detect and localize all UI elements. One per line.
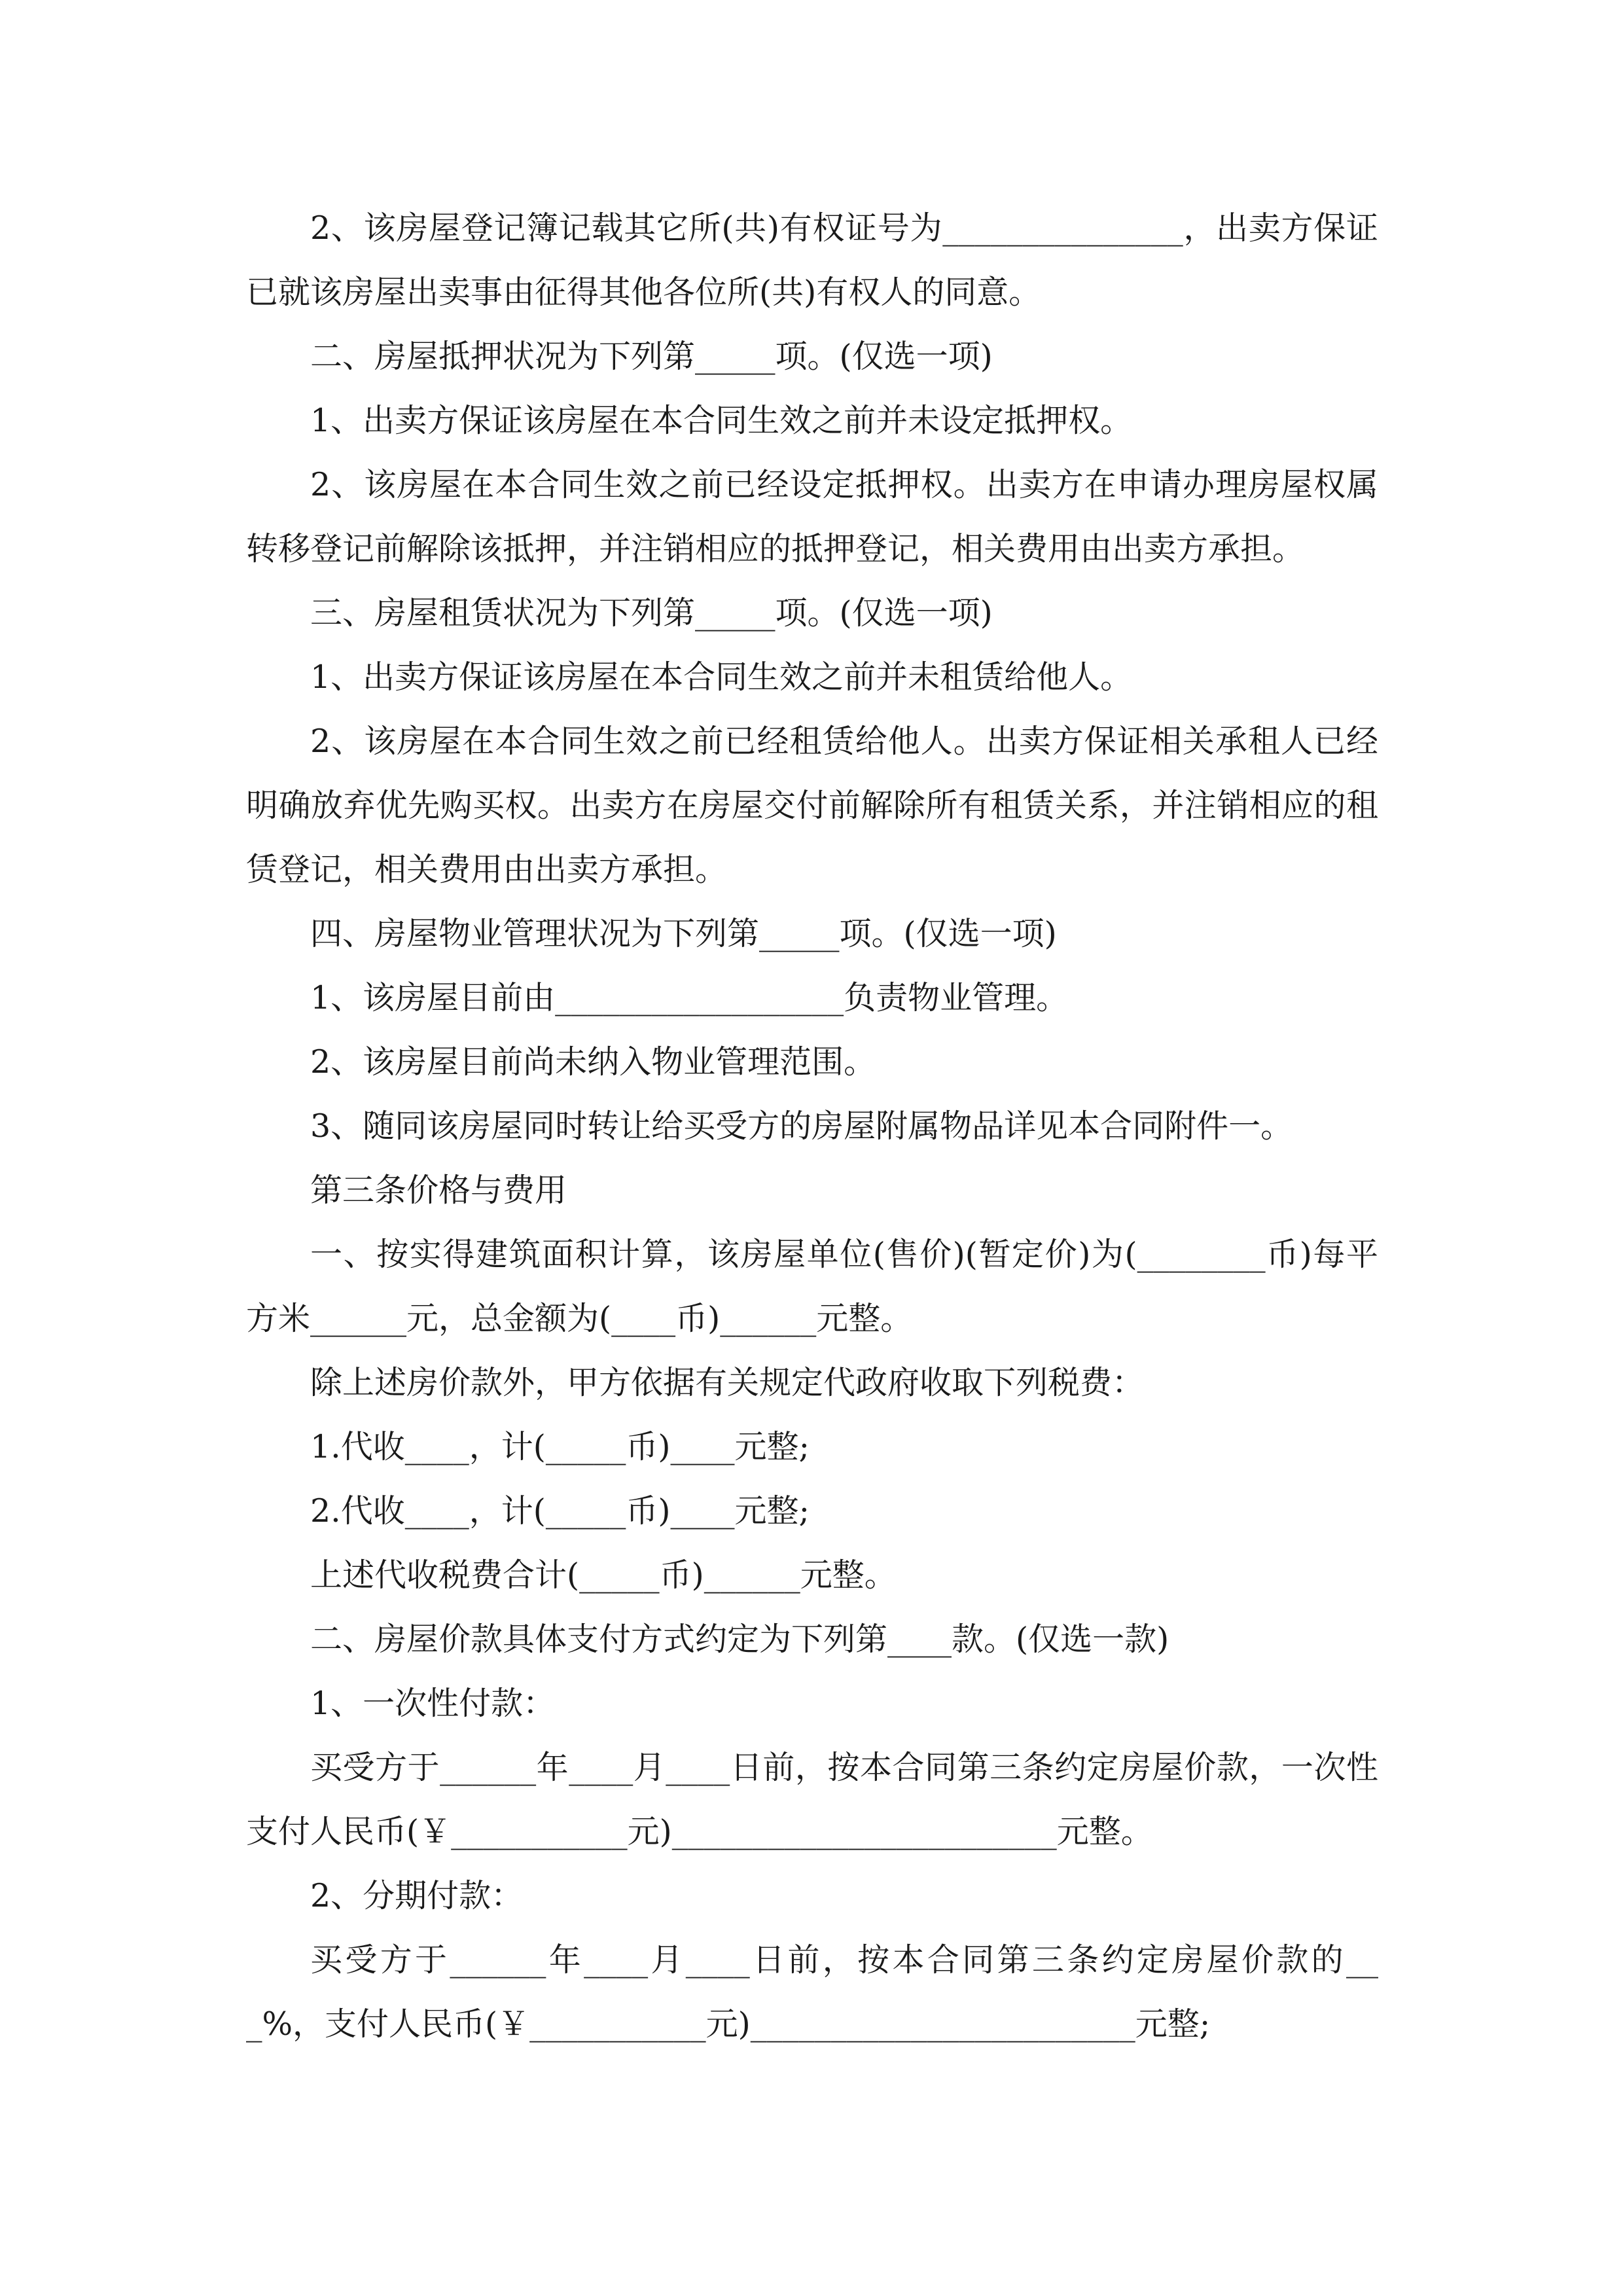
paragraph: 1、该房屋目前由__________________负责物业管理。 (310, 979, 1069, 1016)
paragraph: 一、按实得建筑面积计算，该房屋单位(售价)(暂定价)为(________币)每平方米______元，总金额为(____币)______元整。 (246, 1236, 1378, 1337)
paragraph: 2、该房屋在本合同生效之前已经租赁给他人。出卖方保证相关承租人已经明确放弃优先购买权。出卖方在房屋交付前解除所有租赁关系，并注销相应的租赁登记，相关费用由出卖方承担。 (246, 723, 1378, 888)
section-heading: 二、房屋抵押状况为下列第_____项。(仅选一项) (310, 338, 993, 375)
section-heading: 二、房屋价款具体支付方式约定为下列第____款。(仅选一款) (310, 1621, 1169, 1658)
paragraph: 2.代收____，计(_____币)____元整; (310, 1492, 810, 1530)
paragraph: 2、该房屋目前尚未纳入物业管理范围。 (310, 1043, 876, 1081)
paragraph: 2、该房屋登记簿记载其它所(共)有权证号为_______________，出卖方保证已就该房屋出卖事由征得其他各位所(共)有权人的同意。 (246, 209, 1378, 311)
paragraph: 买受方于______年____月____日前，按本合同第三条约定房屋价款的___%，支付人民币(￥___________元)________________________元整; (246, 1941, 1378, 2043)
paragraph: 买受方于______年____月____日前，按本合同第三条约定房屋价款，一次性支付人民币(￥___________元)________________________元整。 (246, 1749, 1378, 1850)
paragraph: 除上述房价款外，甲方依据有关规定代政府收取下列税费： (310, 1364, 1145, 1401)
section-heading: 四、房屋物业管理状况为下列第_____项。(仅选一项) (310, 915, 1057, 952)
paragraph: 1、出卖方保证该房屋在本合同生效之前并未租赁给他人。 (310, 658, 1133, 696)
article-title: 第三条价格与费用 (310, 1172, 567, 1209)
paragraph: 上述代收税费合计(_____币)______元整。 (310, 1556, 897, 1594)
paragraph: 2、分期付款： (310, 1877, 524, 1914)
paragraph: 1、出卖方保证该房屋在本合同生效之前并未设定抵押权。 (310, 402, 1133, 439)
paragraph: 1.代收____，计(_____币)____元整; (310, 1428, 810, 1465)
paragraph: 1、一次性付款： (310, 1685, 556, 1722)
document-body (246, 196, 1378, 2056)
paragraph: 3、随同该房屋同时转让给买受方的房屋附属物品详见本合同附件一。 (310, 1107, 1293, 1145)
paragraph: 2、该房屋在本合同生效之前已经设定抵押权。出卖方在申请办理房屋权属转移登记前解除该抵押，并注销相应的抵押登记，相关费用由出卖方承担。 (246, 466, 1378, 567)
section-heading: 三、房屋租赁状况为下列第_____项。(仅选一项) (310, 594, 993, 632)
